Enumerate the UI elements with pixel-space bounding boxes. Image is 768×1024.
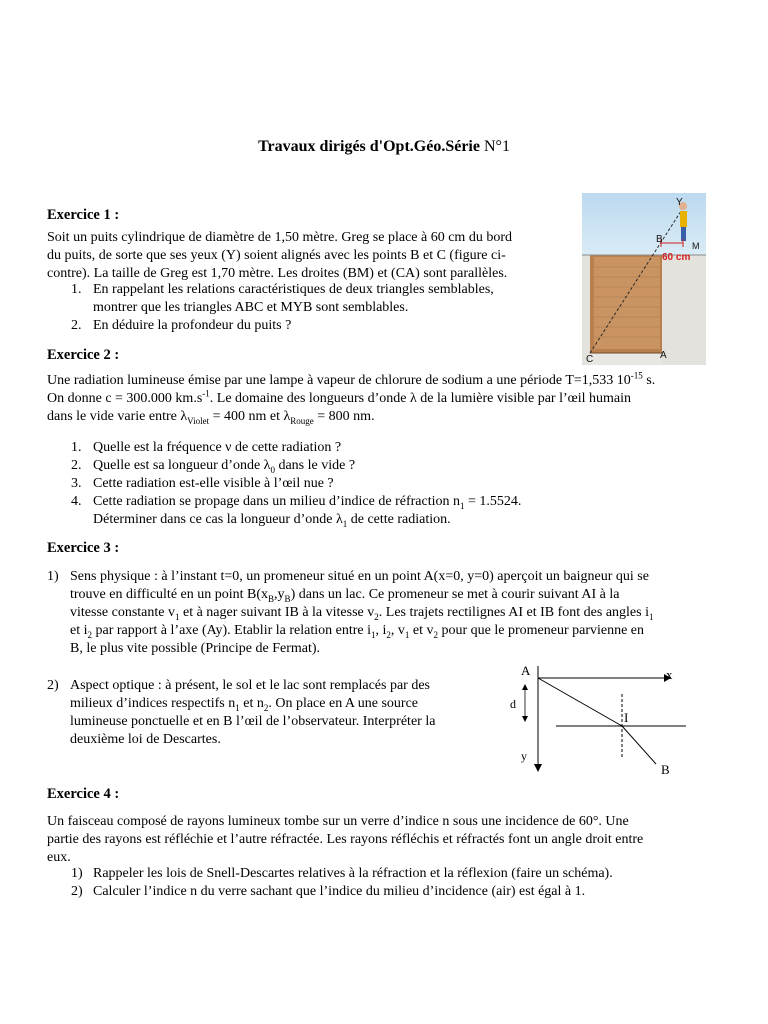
diagram-label-y: y	[521, 749, 527, 763]
diagram-label-x: x	[666, 667, 673, 682]
question-item: 1) Rappeler les lois de Snell-Descartes relatives à la réfraction et la réflexion (faire un schéma).	[71, 866, 613, 881]
refraction-diagram	[496, 660, 686, 780]
question-item: 1. Quelle est la fréquence ν de cette radiation ?	[71, 440, 342, 455]
well-label-a: A	[660, 350, 667, 361]
document-title: Travaux dirigés d'Opt.Géo.Série N°1	[258, 138, 510, 155]
diagram-label-b: B	[661, 762, 670, 777]
question-item: 4. Cette radiation se propage dans un milieu d’indice de réfraction $n_1 = 1.5524$.	[71, 494, 522, 511]
exercise-3-heading: Exercice 3 :	[47, 540, 120, 556]
well-diagram	[582, 193, 706, 365]
exercise-3-part-1: 1) Sens physique : à l’instant t=0, un promeneur situé en un point A(x=0, y=0) aperçoit un baigneur qui se trouve en difficulté en un point $B(x_B,y_B)$ dans un lac. Ce promeneur se met à courir suivant AI à la vitesse constante $v_1$ et à nager suivant IB à la vitesse $v_2$. Les trajets rectilignes AI et IB font des angles $i_1$ et $i_2$ par rapport à l’axe (Ay). Etablir la relation entre $i_1$, $i_2$, $v_1$ et $v_2$ pour que le promeneur parvienne en B, le plus vite possible (Principe de Fermat).	[47, 569, 654, 656]
exercise-4-heading: Exercice 4 :	[47, 786, 120, 802]
diagram-label-i: I	[624, 710, 629, 725]
exercise-3-part-2: 2) Aspect optique : à présent, le sol et le lac sont remplacés par des milieux d’indices respectifs $n_1$ et $n_2$. On place en A une source lumineuse ponctuelle et en B l’œil de l’observateur. Interpréter la deuxième loi de Descartes.	[47, 678, 436, 747]
question-item: 2) Calculer l’indice n du verre sachant que l’indice du milieu d’incidence (air) est égal à 1.	[71, 884, 586, 899]
exercise-1-question-1: 1. En rappelant les relations caractéristiques de deux triangles semblables, montrer que les triangles ABC et MYB sont semblables.	[71, 282, 494, 315]
well-figure	[582, 193, 706, 365]
well-label-distance: 60 cm	[662, 252, 691, 263]
exercise-4-questions	[71, 865, 731, 901]
exercise-2-statement: Une radiation lumineuse émise par une lampe à vapeur de chlorure de sodium a une période T=1,533 $10^{-15}$ s. On donne c = 300.000 $km.s^{-1}$. Le domaine des longueurs d’onde λ de la lumière visible par l’œil humain dans le vide varie entre $\lambda_{Violet} = 400$ nm et $\lambda_{Rouge} = 800$ nm.	[47, 370, 656, 426]
well-label-m: M	[692, 241, 700, 251]
question-item: 2. Quelle est sa longueur d’onde $\lambda_0$ dans le vide ?	[71, 458, 356, 475]
exercise-1-heading: Exercice 1 :	[47, 207, 120, 223]
diagram-label-d: d	[510, 697, 516, 711]
exercise-4-statement: Un faisceau composé de rayons lumineux tombe sur un verre d’indice n sous une incidence de 60°. Une partie des rayons est réfléchie et l’autre réfractée. Les rayons réfléchis et réfractés font un angle droit entre eux.	[47, 814, 644, 865]
exercise-1-statement: Soit un puits cylindrique de diamètre de 1,50 mètre. Greg se place à 60 cm du bord du puits, de sorte que ses yeux (Y) soient alignés avec les points B et C (figure ci- contre). La taille de Greg est 1,70 mètre. Les droites (BM) et (CA) sont parallèles.	[47, 230, 512, 281]
exercise-2-heading: Exercice 2 :	[47, 347, 120, 363]
well-label-c: C	[586, 354, 594, 365]
question-item: 3. Cette radiation est-elle visible à l’œil nue ?	[71, 476, 334, 491]
exercise-1-question-2: 2. En déduire la profondeur du puits ?	[71, 318, 292, 333]
well-label-y: Y	[676, 197, 683, 208]
exercise-2-questions: 1. Quelle est la fréquence ν de cette radiation ? 2. Quelle est sa longueur d’onde $\lambda_0$ dans le vide ? 3. Cette radiation est-elle visible à l’œil nue ? 4. Cette radiation se propage dans un milieu d’indice de réfraction $n_1 = 1.5524$. Déterminer dans ce cas la longueur d’onde $\lambda_1$ de cette radiation.	[71, 439, 731, 529]
well-label-b: B	[656, 234, 663, 245]
refraction-svg	[496, 660, 686, 780]
diagram-label-a: A	[521, 663, 531, 678]
